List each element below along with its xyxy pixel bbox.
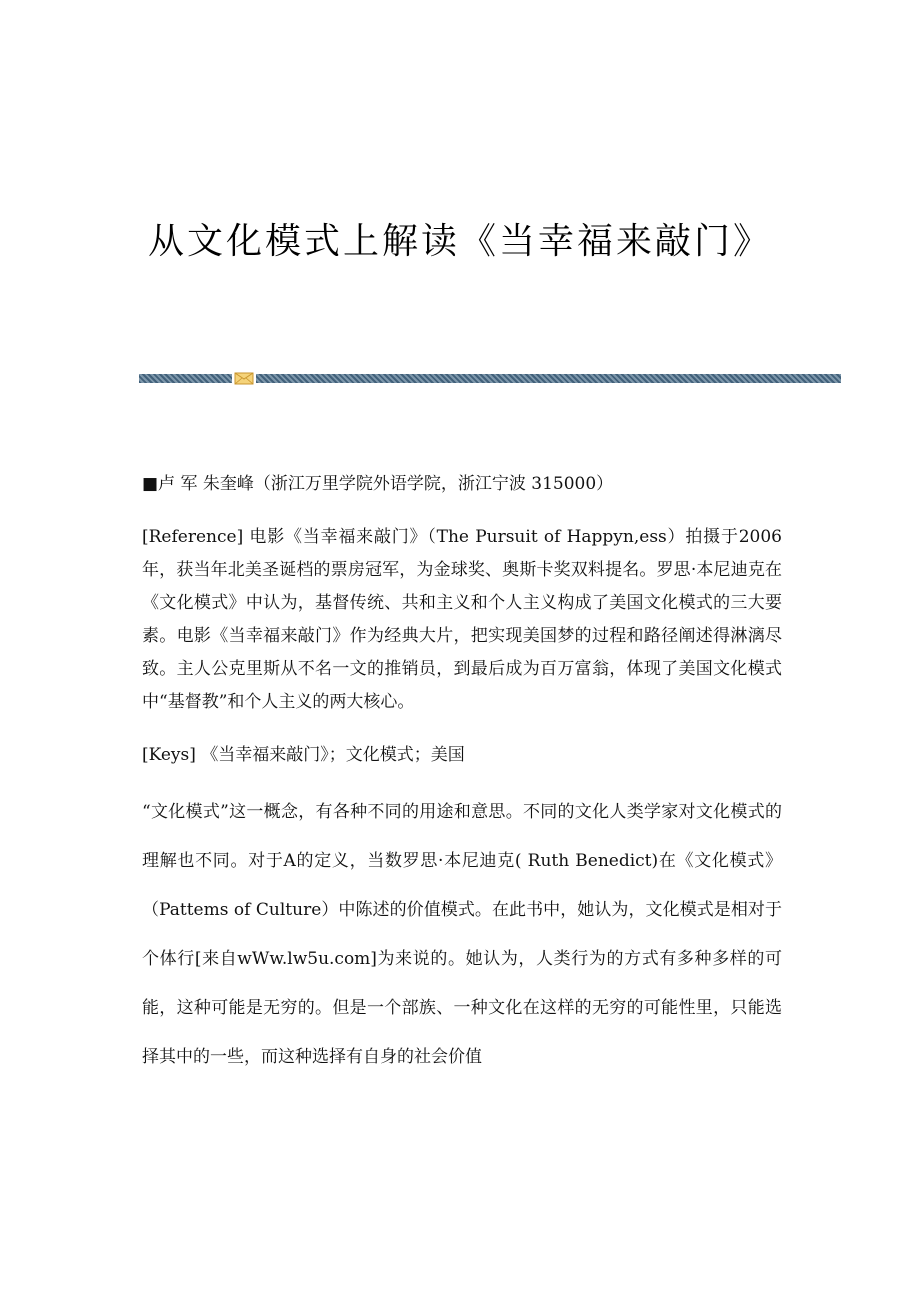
body-paragraph: “文化模式”这一概念，有各种不同的用途和意思。不同的文化人类学家对文化模式的理解也不同。对于A的定义，当数罗思·本尼迪克( Ruth Benedict)在《文化模式》（Pattems of Culture）中陈述的价值模式。在此书中，她认为，文化模式是相对于个体行[来自wWw.lw5u.com]为来说的。她认为，人类行为的方式有多种多样的可能，这种可能是无穷的。但是一个部族、一种文化在这样的无穷的可能性里，只能选择其中的一些，而这种选择有自身的社会价值 bbox=[142, 802, 782, 1067]
title-divider-left bbox=[139, 374, 232, 383]
abstract-paragraph bbox=[142, 521, 782, 719]
keywords-text: 《当幸福来敲门》；文化模式；美国 bbox=[201, 745, 465, 765]
author-line: ■卢 军 朱奎峰（浙江万里学院外语学院，浙江宁波 315000） bbox=[142, 474, 614, 494]
abstract-label: [Reference] bbox=[142, 527, 244, 547]
keywords-paragraph bbox=[142, 739, 782, 772]
document-title: 从文化模式上解读《当幸福来敲门》 bbox=[147, 221, 772, 262]
title-divider-right bbox=[256, 374, 841, 383]
envelope-icon bbox=[234, 372, 254, 385]
article-content bbox=[142, 468, 782, 1082]
abstract-text: 电影《当幸福来敲门》（The Pursuit of Happyn,ess）拍摄于2006年，获当年北美圣诞档的票房冠军，为金球奖、奥斯卡奖双料提名。罗思·本尼迪克在《文化模式》中认为，基督传统、共和主义和个人主义构成了美国文化模式的三大要素。电影《当幸福来敲门》作为经典大片，把实现美国梦的过程和路径阐述得淋漓尽致。主人公克里斯从不名一文的推销员，到最后成为百万富翁，体现了美国文化模式中“基督教”和个人主义的两大核心。 bbox=[142, 527, 782, 712]
keywords-label: [Keys] bbox=[142, 745, 196, 765]
